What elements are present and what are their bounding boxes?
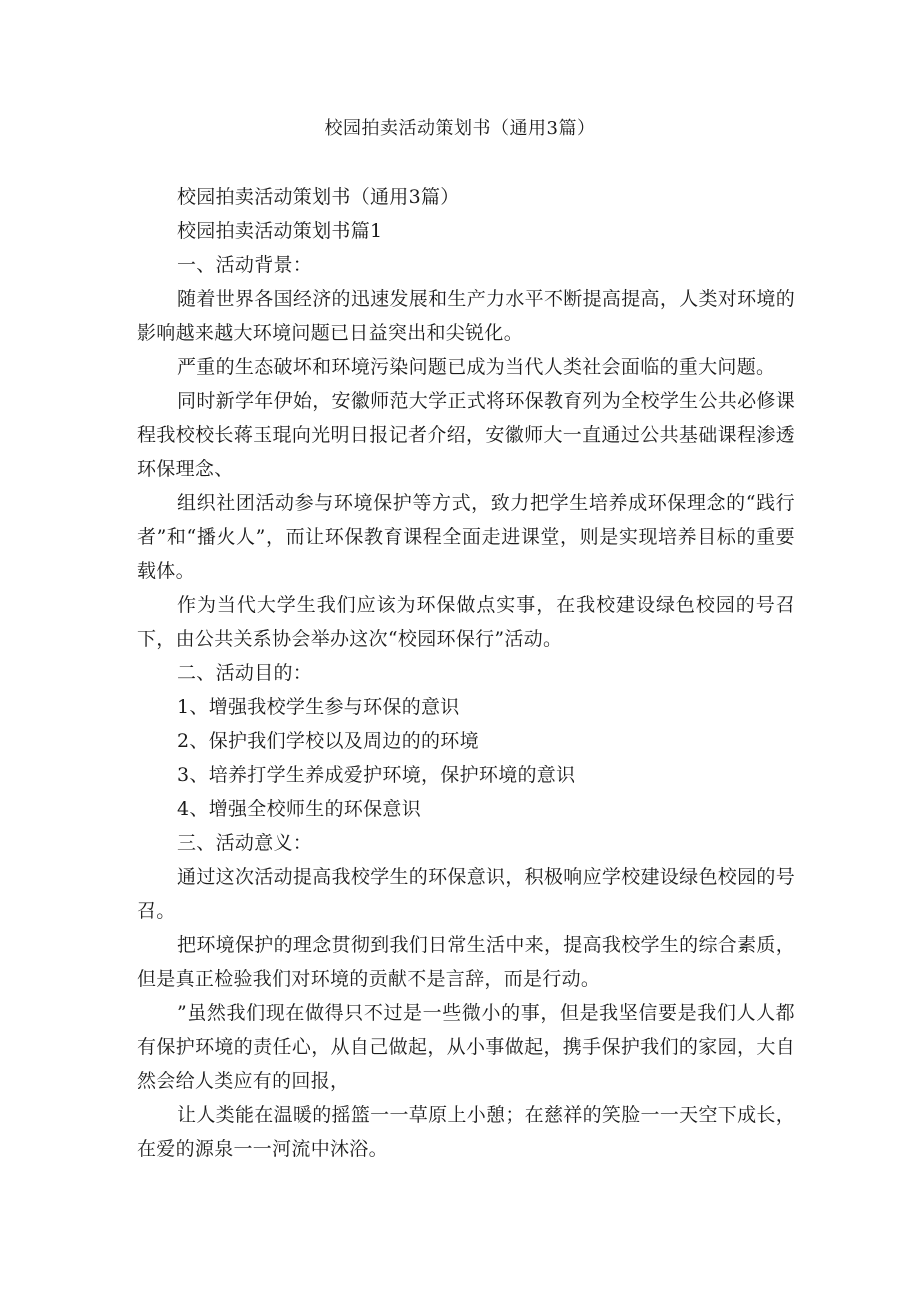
heading-purpose: 二、活动目的：	[177, 662, 313, 684]
list-item: 1、增强我校学生参与环保的意识	[177, 696, 460, 718]
list-item: 4、增强全校师生的环保意识	[177, 798, 421, 820]
list-item: 3、培养打学生养成爱护环境，保护环境的意识	[177, 764, 576, 786]
paragraph-subtitle: 校园拍卖活动策划书（通用3篇）	[177, 186, 460, 208]
paragraph-section-heading: 校园拍卖活动策划书篇1	[177, 220, 383, 242]
document-title: 校园拍卖活动策划书（通用3篇）	[324, 118, 596, 139]
paragraph: ”虽然我们现在做得只不过是一些微小的事，但是我坚信要是我们人人都有保护环境的责任心，从自己做起，从小事做起，携手保护我们的家园，大自然会给人类应有的回报，	[137, 1002, 795, 1092]
paragraph: 作为当代大学生我们应该为环保做点实事，在我校建设绿色校园的号召下，由公共关系协会举办这次“校园环保行”活动。	[137, 594, 795, 650]
heading-background: 一、活动背景：	[177, 254, 313, 276]
list-item: 2、保护我们学校以及周边的的环境	[177, 730, 479, 752]
paragraph: 通过这次活动提高我校学生的环保意识，积极响应学校建设绿色校园的号召。	[137, 866, 795, 922]
paragraph: 让人类能在温暖的摇篮一一草原上小憩；在慈祥的笑脸一一天空下成长，在爱的源泉一一河流中沐浴。	[137, 1104, 795, 1160]
heading-significance: 三、活动意义：	[177, 832, 313, 854]
paragraph: 把环境保护的理念贯彻到我们日常生活中来，提高我校学生的综合素质，但是真正检验我们对环境的贡献不是言辞，而是行动。	[137, 934, 795, 990]
document-body	[137, 180, 795, 1166]
paragraph: 严重的生态破坏和环境污染问题已成为当代人类社会面临的重大问题。	[177, 356, 776, 378]
paragraph: 同时新学年伊始，安徽师范大学正式将环保教育列为全校学生公共必修课程我校校长蒋玉琨向光明日报记者介绍，安徽师大一直通过公共基础课程渗透环保理念、	[137, 390, 795, 480]
paragraph: 随着世界各国经济的迅速发展和生产力水平不断提高提高，人类对环境的影响越来越大环境问题已日益突出和尖锐化。	[137, 288, 795, 344]
paragraph: 组织社团活动参与环境保护等方式，致力把学生培养成环保理念的“践行者”和“播火人”，而让环保教育课程全面走进课堂，则是实现培养目标的重要载体。	[137, 492, 795, 582]
